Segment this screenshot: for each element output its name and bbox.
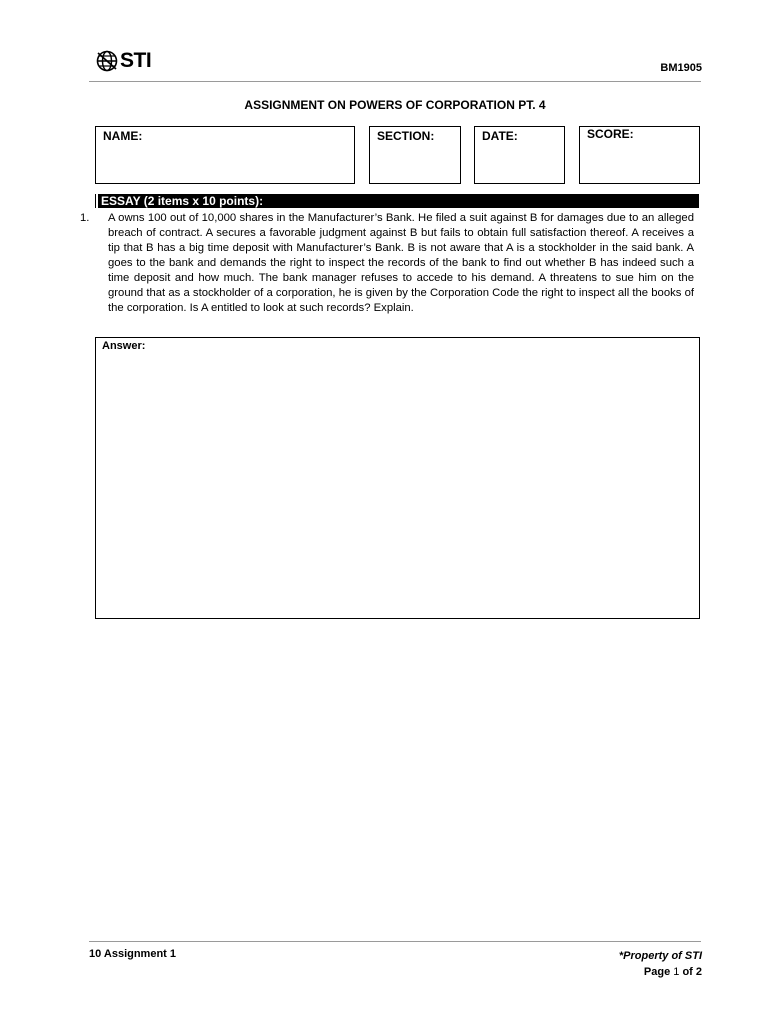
answer-field[interactable]	[95, 337, 700, 619]
logo-text: STI	[120, 49, 152, 72]
name-field[interactable]	[95, 126, 355, 184]
section-field[interactable]	[369, 126, 461, 184]
globe-icon	[96, 50, 118, 72]
question-number: 1.	[80, 212, 90, 224]
essay-heading-bar	[95, 194, 699, 208]
date-label: DATE:	[482, 129, 518, 143]
sti-logo	[96, 49, 151, 73]
date-field[interactable]	[474, 126, 565, 184]
score-label: SCORE:	[587, 127, 634, 141]
footer-right	[619, 948, 702, 980]
essay-question	[80, 211, 694, 316]
page-suffix: of 2	[682, 966, 702, 978]
footer-assignment-label: 10 Assignment 1	[89, 948, 177, 960]
section-label: SECTION:	[377, 129, 435, 143]
property-notice: *Property of STI	[618, 950, 702, 962]
page-title: ASSIGNMENT ON POWERS OF CORPORATION PT. 4	[244, 98, 546, 112]
essay-heading: ESSAY (2 items x 10 points):	[101, 194, 264, 208]
question-text: A owns 100 out of 10,000 shares in the Manufacturer’s Bank. He filed a suit against B for damages due to an alleged breach of contract. A secures a favorable judgment against B but fails to obtain full satisfaction thereof. A receives a tip that B has a big time deposit with Manufacturer’s Bank. B is not aware that A is a stockholder in the said bank. A goes to the bank and demands the right to inspect the records of the bank to find out whether B has indeed such a time deposit and how much. The bank manager refuses to accede to his demand. A threatens to sue him on the ground that as a stockholder of a corporation, he is given by the Corporation Code the right to inspect all the books of the corporation. Is A entitled to look at such records? Explain.	[108, 212, 694, 314]
page-current: 1	[673, 966, 680, 978]
page-prefix: Page	[643, 966, 671, 978]
name-label: NAME:	[103, 129, 143, 143]
page-indicator	[619, 964, 702, 980]
document-code: BM1905	[660, 62, 702, 74]
answer-label: Answer:	[102, 340, 146, 352]
heading-bar-mark	[96, 194, 98, 208]
footer-divider	[89, 941, 701, 942]
header-divider	[89, 81, 701, 82]
score-field[interactable]	[579, 126, 700, 184]
